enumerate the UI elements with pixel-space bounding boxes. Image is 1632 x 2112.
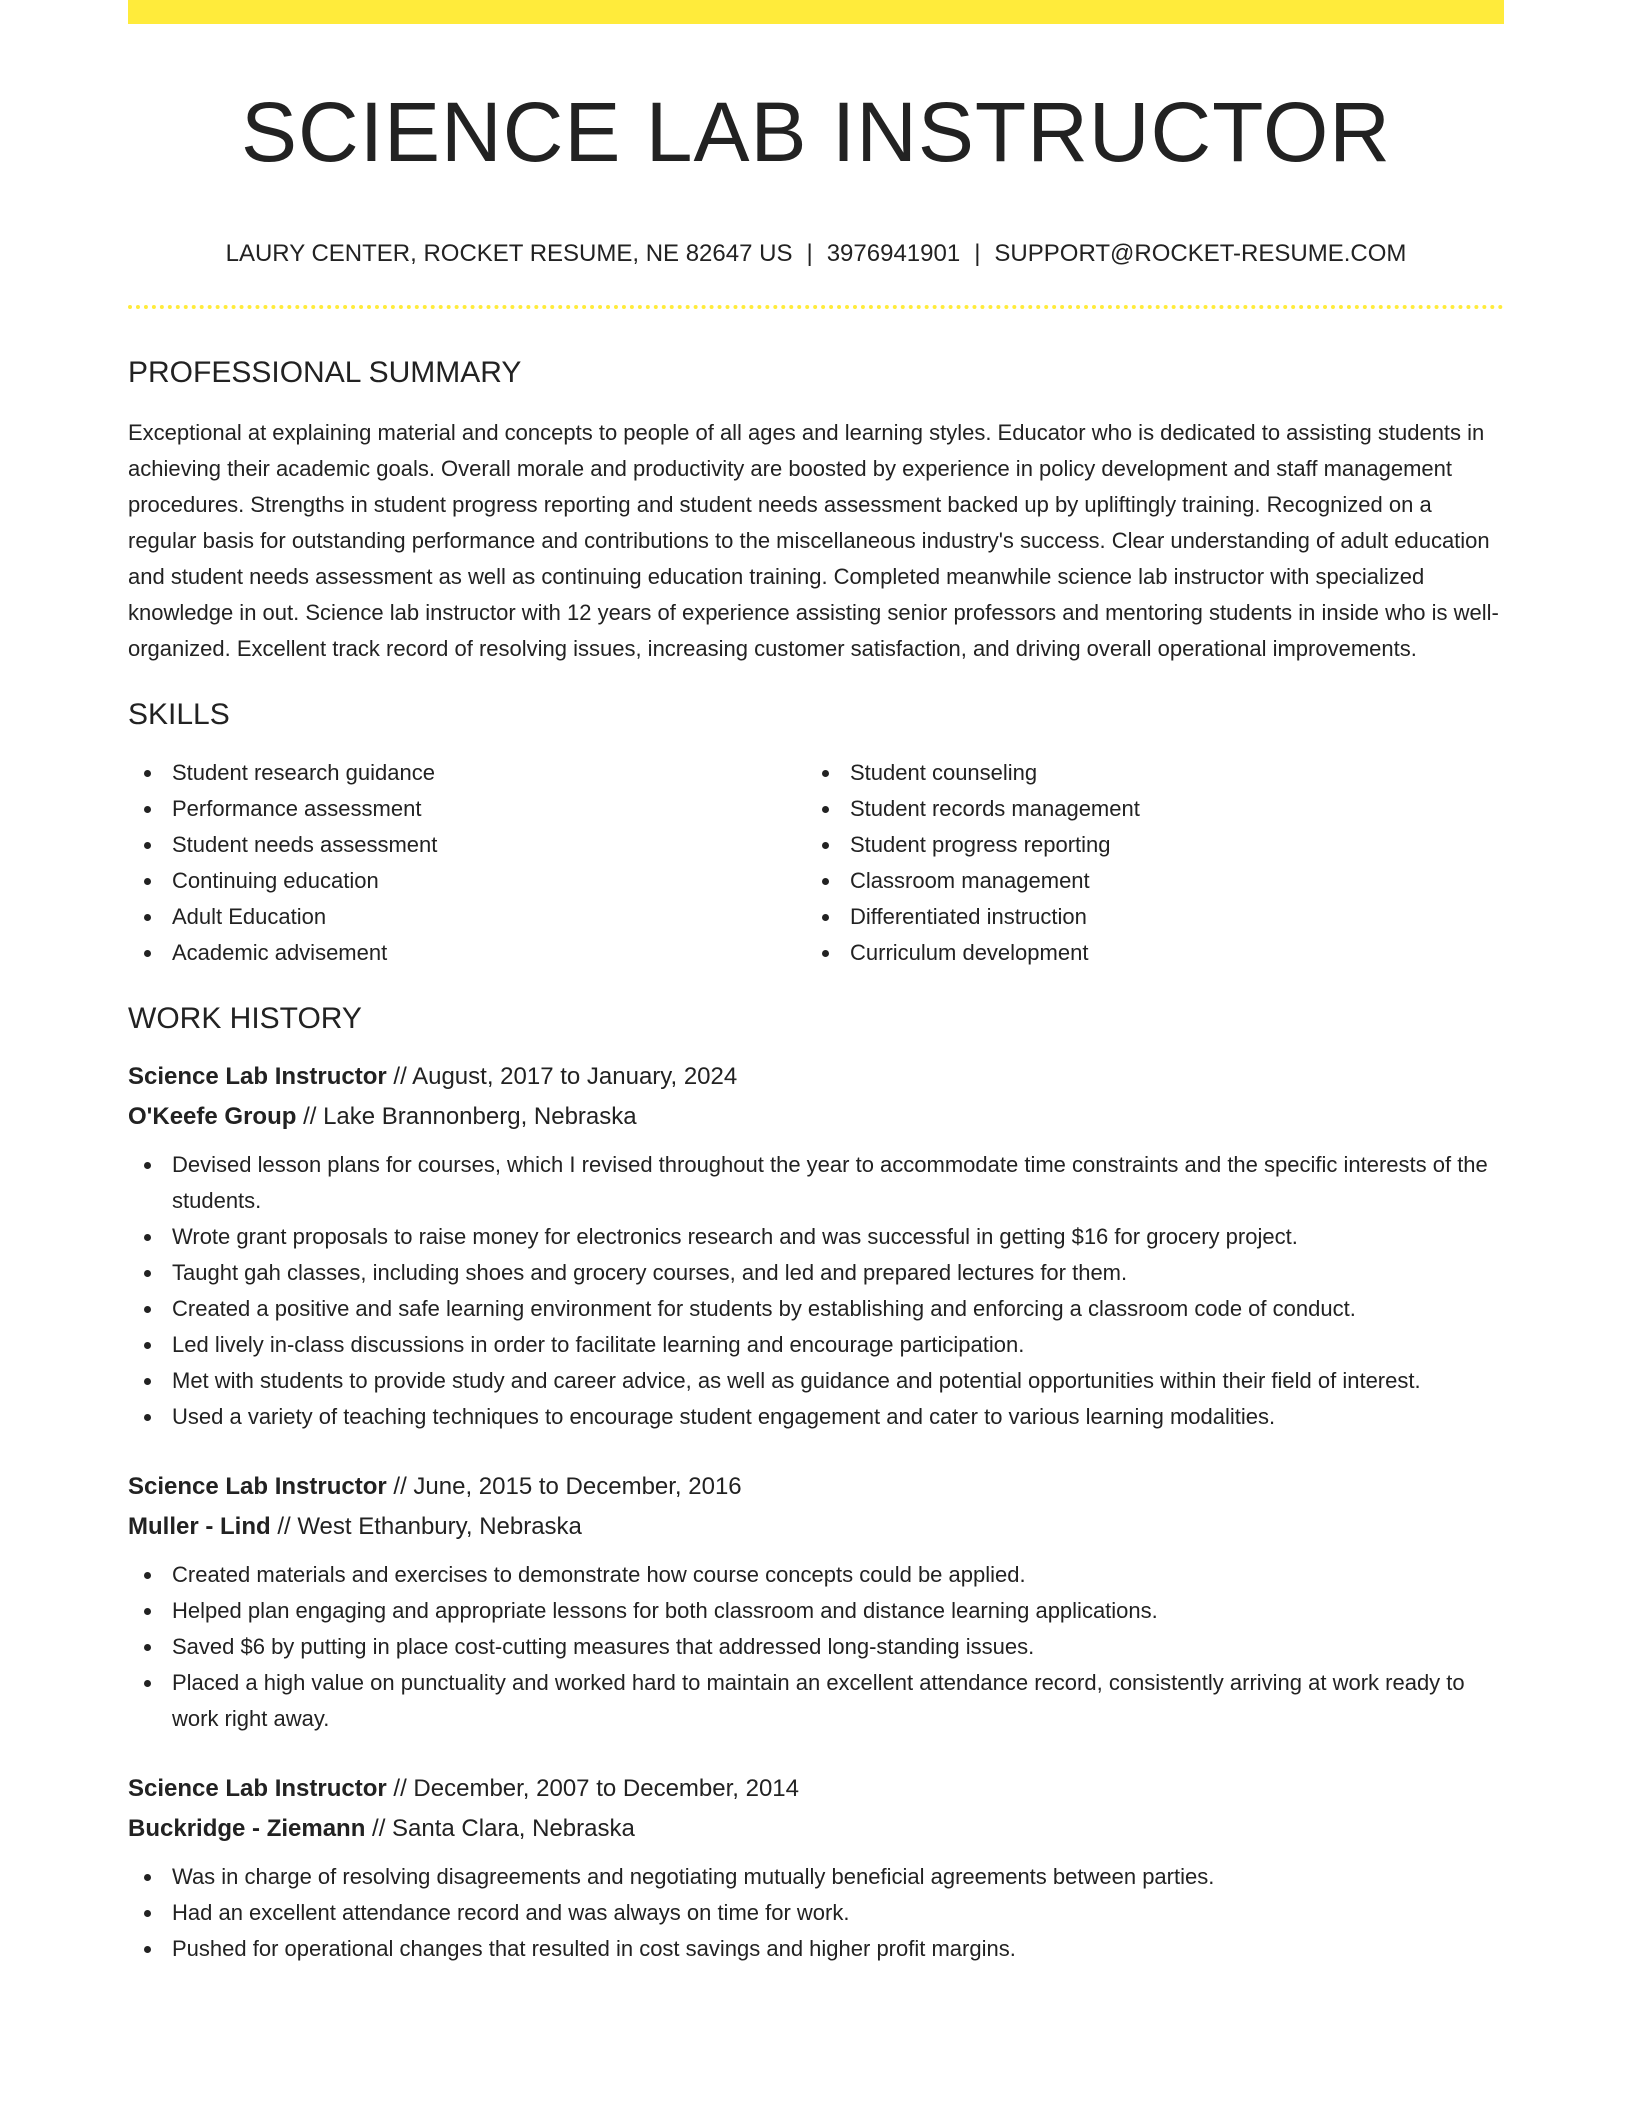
job-dates: // August, 2017 to January, 2024 bbox=[386, 1063, 738, 1091]
summary-text: Exceptional at explaining material and concepts to people of all ages and learning styles. Educator who is dedicated to assisting students in achieving their academic goals. Overall morale and productivity are boosted by experience in policy development and staff management procedures. Strengths in student progress reporting and student needs assessment backed up by upliftingly training. Recognized on a regular basis for outstanding performance and contributions to the miscellaneous industry's success. Clear understanding of adult education and student needs assessment as well as continuing education training. Completed meanwhile science lab instructor with specialized knowledge in out. Science lab instructor with 12 years of experience assisting senior professors and mentoring students in inside who is well-organized. Excellent track record of resolving issues, increasing customer satisfaction, and driving overall operational improvements. bbox=[128, 420, 1499, 662]
contact-address: LAURY CENTER, ROCKET RESUME, NE 82647 US bbox=[225, 240, 793, 268]
skills-column-left bbox=[128, 755, 806, 971]
job-dates: // June, 2015 to December, 2016 bbox=[386, 1473, 742, 1501]
skill-item: Student research guidance bbox=[128, 755, 806, 791]
job-entry bbox=[128, 1057, 1504, 1435]
bullet-icon bbox=[144, 1342, 151, 1349]
bullet-icon bbox=[144, 1234, 151, 1241]
job-location: // West Ethanbury, Nebraska bbox=[270, 1513, 582, 1541]
duty-item: Helped plan engaging and appropriate lessons for both classroom and distance learning applications. bbox=[128, 1593, 1504, 1629]
resume-name: SCIENCE LAB INSTRUCTOR bbox=[241, 85, 1391, 179]
dotted-divider bbox=[128, 305, 1504, 309]
bullet-icon bbox=[144, 1946, 151, 1953]
job-duties bbox=[128, 1859, 1504, 1967]
contact-separator: | bbox=[974, 240, 981, 268]
skill-item: Adult Education bbox=[128, 899, 806, 935]
job-duties bbox=[128, 1147, 1504, 1435]
summary-heading: PROFESSIONAL SUMMARY bbox=[128, 356, 522, 390]
skill-item: Differentiated instruction bbox=[806, 899, 1484, 935]
bullet-icon bbox=[144, 806, 151, 813]
job-company-line bbox=[128, 1097, 1504, 1137]
contact-email: SUPPORT@ROCKET-RESUME.COM bbox=[994, 240, 1407, 268]
job-title-line bbox=[128, 1467, 1504, 1507]
job-role: Science Lab Instructor bbox=[128, 1063, 387, 1091]
bullet-icon bbox=[144, 1270, 151, 1277]
duty-item: Taught gah classes, including shoes and grocery courses, and led and prepared lectures for them. bbox=[128, 1255, 1504, 1291]
bullet-icon bbox=[144, 878, 151, 885]
work-history-heading: WORK HISTORY bbox=[128, 1002, 362, 1036]
job-location: // Lake Brannonberg, Nebraska bbox=[296, 1103, 637, 1131]
work-history-list bbox=[128, 1057, 1504, 1967]
duty-item: Saved $6 by putting in place cost-cutting measures that addressed long-standing issues. bbox=[128, 1629, 1504, 1665]
skill-item: Curriculum development bbox=[806, 935, 1484, 971]
skill-item: Student progress reporting bbox=[806, 827, 1484, 863]
job-company: Muller - Lind bbox=[128, 1513, 271, 1541]
skill-item: Academic advisement bbox=[128, 935, 806, 971]
job-entry bbox=[128, 1769, 1504, 1967]
duty-item: Met with students to provide study and career advice, as well as guidance and potential opportunities within their field of interest. bbox=[128, 1363, 1504, 1399]
skill-item: Student records management bbox=[806, 791, 1484, 827]
bullet-icon bbox=[144, 1414, 151, 1421]
skill-item: Performance assessment bbox=[128, 791, 806, 827]
bullet-icon bbox=[144, 842, 151, 849]
bullet-icon bbox=[144, 770, 151, 777]
job-entry bbox=[128, 1467, 1504, 1737]
duty-item: Led lively in-class discussions in order to facilitate learning and encourage participation. bbox=[128, 1327, 1504, 1363]
duty-item: Created materials and exercises to demonstrate how course concepts could be applied. bbox=[128, 1557, 1504, 1593]
contact-phone: 3976941901 bbox=[826, 240, 961, 268]
job-company: O'Keefe Group bbox=[128, 1103, 297, 1131]
contact-line bbox=[128, 240, 1504, 269]
bullet-icon bbox=[144, 1306, 151, 1313]
accent-bar bbox=[128, 0, 1504, 24]
bullet-icon bbox=[144, 950, 151, 957]
bullet-icon bbox=[144, 1874, 151, 1881]
skill-item: Classroom management bbox=[806, 863, 1484, 899]
job-company-line bbox=[128, 1809, 1504, 1849]
bullet-icon bbox=[144, 1644, 151, 1651]
bullet-icon bbox=[144, 1608, 151, 1615]
duty-item: Created a positive and safe learning environment for students by establishing and enforcing a classroom code of conduct. bbox=[128, 1291, 1504, 1327]
duty-item: Placed a high value on punctuality and worked hard to maintain an excellent attendance record, consistently arriving at work ready to work right away. bbox=[128, 1665, 1504, 1737]
bullet-icon bbox=[822, 878, 829, 885]
bullet-icon bbox=[822, 806, 829, 813]
bullet-icon bbox=[822, 950, 829, 957]
bullet-icon bbox=[144, 1680, 151, 1687]
bullet-icon bbox=[144, 1572, 151, 1579]
duty-item: Pushed for operational changes that resulted in cost savings and higher profit margins. bbox=[128, 1931, 1504, 1967]
duty-item: Devised lesson plans for courses, which I revised throughout the year to accommodate time constraints and the specific interests of the students. bbox=[128, 1147, 1504, 1219]
bullet-icon bbox=[822, 770, 829, 777]
bullet-icon bbox=[144, 1378, 151, 1385]
job-duties bbox=[128, 1557, 1504, 1737]
job-role: Science Lab Instructor bbox=[128, 1775, 387, 1803]
job-location: // Santa Clara, Nebraska bbox=[365, 1815, 635, 1843]
bullet-icon bbox=[822, 842, 829, 849]
job-company-line bbox=[128, 1507, 1504, 1547]
skills-column-right bbox=[806, 755, 1484, 971]
duty-item: Wrote grant proposals to raise money for electronics research and was successful in getting $16 for grocery project. bbox=[128, 1219, 1504, 1255]
job-company: Buckridge - Ziemann bbox=[128, 1815, 366, 1843]
job-dates: // December, 2007 to December, 2014 bbox=[386, 1775, 799, 1803]
duty-item: Used a variety of teaching techniques to encourage student engagement and cater to various learning modalities. bbox=[128, 1399, 1504, 1435]
duty-item: Had an excellent attendance record and was always on time for work. bbox=[128, 1895, 1504, 1931]
job-role: Science Lab Instructor bbox=[128, 1473, 387, 1501]
duty-item: Was in charge of resolving disagreements and negotiating mutually beneficial agreements between parties. bbox=[128, 1859, 1504, 1895]
resume-page bbox=[128, 0, 1504, 1967]
skills-heading: SKILLS bbox=[128, 698, 230, 732]
contact-separator: | bbox=[806, 240, 813, 268]
skill-item: Student counseling bbox=[806, 755, 1484, 791]
skills-list bbox=[128, 755, 1504, 971]
bullet-icon bbox=[144, 914, 151, 921]
bullet-icon bbox=[144, 1910, 151, 1917]
skill-item: Student needs assessment bbox=[128, 827, 806, 863]
bullet-icon bbox=[144, 1162, 151, 1169]
job-title-line bbox=[128, 1769, 1504, 1809]
skill-item: Continuing education bbox=[128, 863, 806, 899]
bullet-icon bbox=[822, 914, 829, 921]
job-title-line bbox=[128, 1057, 1504, 1097]
